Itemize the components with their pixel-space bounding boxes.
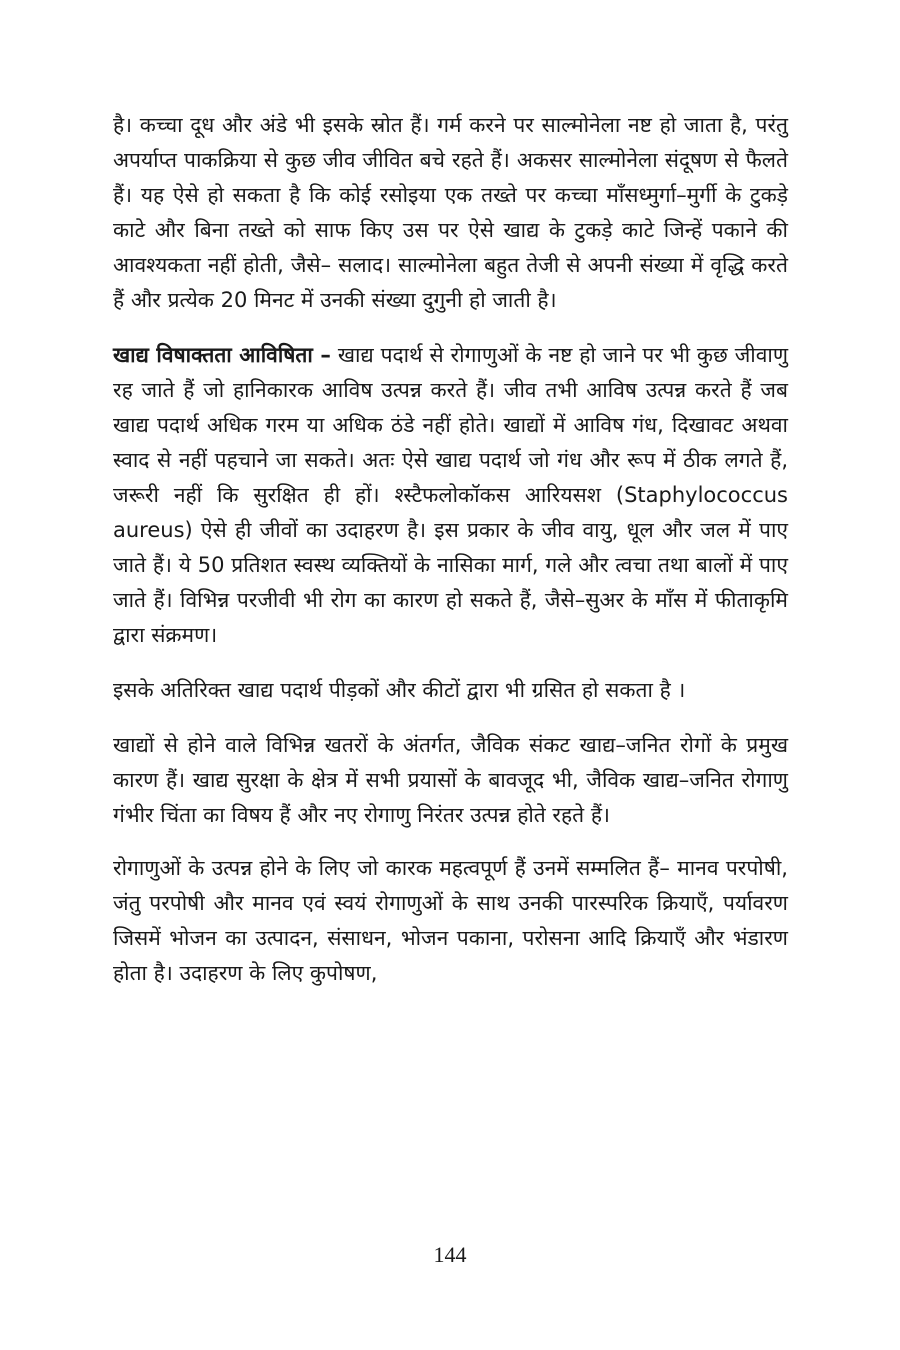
- paragraph-pests: [113, 673, 788, 708]
- document-body: [113, 108, 788, 1009]
- paragraph-emerging-factors: [113, 851, 788, 991]
- paragraph-salmonella: [113, 108, 788, 318]
- page-number: 144: [433, 1242, 467, 1267]
- paragraph-food-toxicity: [113, 338, 788, 653]
- paragraph-text: रोगाणुओं के उत्पन्न होने के लिए जो कारक महत्वपूर्ण हैं उनमें सम्मलित हैं– मानव परपोषी, जंतु परपोषी और मानव एवं स्वयं रोगाणुओं के साथ उनकी पारस्परिक क्रियाएँ, पर्यावरण जिसमें भोजन का उत्पादन, संसाधन, भोजन पकाना, परोसना आदि क्रियाएँ और भंडारण होता है। उदाहरण के लिए कुपोषण,: [113, 856, 788, 985]
- paragraph-text: इसके अतिरिक्त खाद्य पदार्थ पीड़कों और कीटों द्वारा भी ग्रसित हो सकता है ।: [113, 678, 686, 702]
- section-heading: खाद्य विषाक्तता आविषिता –: [113, 343, 331, 367]
- paragraph-text: है। कच्चा दूध और अंडे भी इसके स्रोत हैं। गर्म करने पर साल्मोनेला नष्ट हो जाता है, परंतु अपर्याप्त पाकक्रिया से कुछ जीव जीवित बचे रहते हैं। अकसर साल्मोनेला संदूषण से फैलते हैं। यह ऐसे हो सकता है कि कोई रसोइया एक तख्ते पर कच्चा माँसध्मुर्गा–मुर्गी के टुकड़े काटे और बिना तख्ते को साफ किए उस पर ऐसे खाद्य के टुकड़े काटे जिन्हें पकाने की आवश्यकता नहीं होती, जैसे– सलाद। साल्मोनेला बहुत तेजी से अपनी संख्या में वृद्धि करते हैं और प्रत्येक 20 मिनट में उनकी संख्या दुगुनी हो जाती है।: [113, 113, 788, 312]
- paragraph-text: खाद्यों से होने वाले विभिन्न खतरों के अंतर्गत, जैविक संकट खाद्य–जनित रोगों के प्रमुख कारण हैं। खाद्य सुरक्षा के क्षेत्र में सभी प्रयासों के बावजूद भी, जैविक खाद्य–जनित रोगाणु गंभीर चिंता का विषय हैं और नए रोगाणु निरंतर उत्पन्न होते रहते हैं।: [113, 733, 788, 827]
- paragraph-biological-hazards: [113, 728, 788, 833]
- paragraph-text: खाद्य पदार्थ से रोगाणुओं के नष्ट हो जाने पर भी कुछ जीवाणु रह जाते हैं जो हानिकारक आविष उत्पन्न करते हैं। जीव तभी आविष उत्पन्न करते हैं जब खाद्य पदार्थ अधिक गरम या अधिक ठंडे नहीं होते। खाद्यों में आविष गंध, दिखावट अथवा स्वाद से नहीं पहचाने जा सकते। अतः ऐसे खाद्य पदार्थ जो गंध और रूप में ठीक लगते हैं, जरूरी नहीं कि सुरक्षित ही हों। श्स्टैफलोकॉकस आरियसश (Staphylococcus aureus) ऐसे ही जीवों का उदाहरण है। इस प्रकार के जीव वायु, धूल और जल में पाए जाते हैं। ये 50 प्रतिशत स्वस्थ व्यक्तियों के नासिका मार्ग, गले और त्वचा तथा बालों में पाए जाते हैं। विभिन्न परजीवी भी रोग का कारण हो सकते हैं, जैसे–सुअर के माँस में फीताकृमि द्वारा संक्रमण।: [113, 343, 789, 647]
